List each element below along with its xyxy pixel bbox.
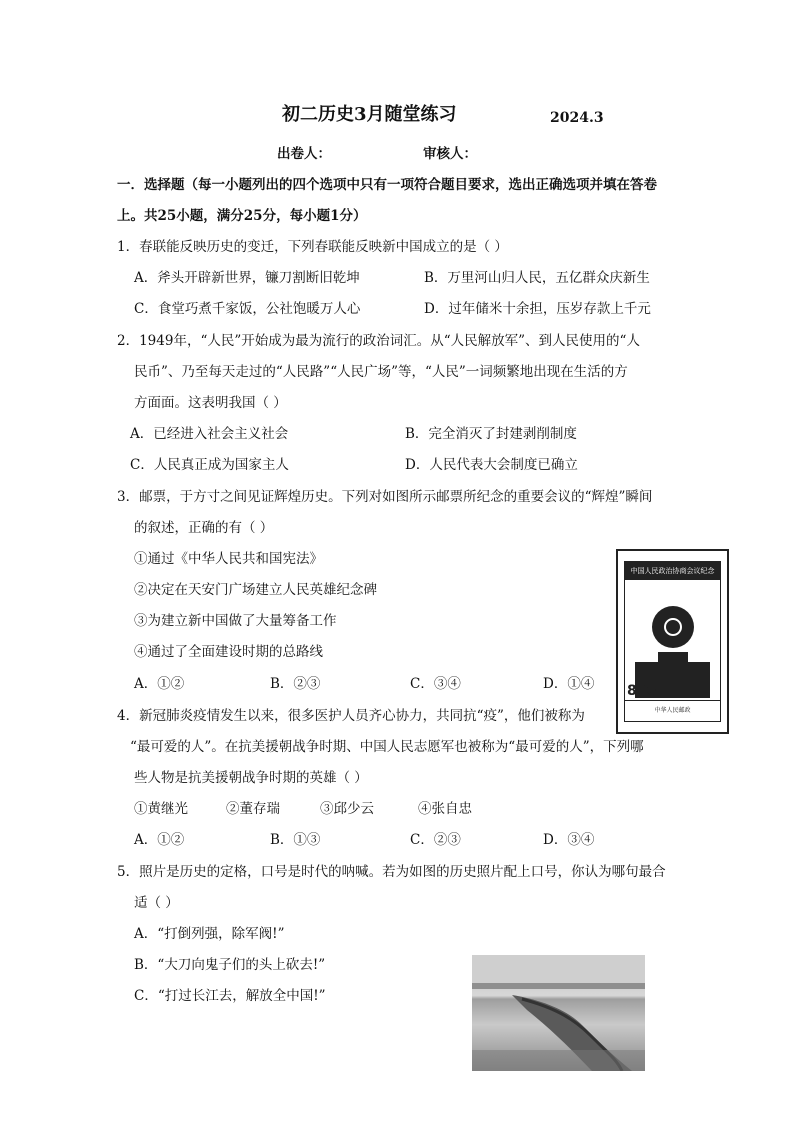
commemorative-stamp-image [616,549,729,734]
question-4-option-d: D．③④ [543,832,595,848]
question-1-option-c: C．食堂巧煮千家饭，公社饱暖万人心 [134,301,361,317]
question-2-line3: 方面面。这表明我国（ ） [134,395,287,411]
question-4-line2: “最可爱的人”。在抗美援朝战争时期、中国人民志愿军也被称为“最可爱的人”，下列哪 [130,739,644,755]
question-4-line1: 4．新冠肺炎疫情发生以来，很多医护人员齐心协力，共同抗“疫”，他们被称为 [117,708,585,724]
question-4-item3: ③邱少云 [320,801,374,817]
question-2-line1: 2．1949年，“人民”开始成为最为流行的政治词汇。从“人民解放军”、到人民使用的“人 [117,333,640,349]
question-3-item4: ④通过了全面建设时期的总路线 [134,644,323,660]
question-3-option-d: D．①④ [543,676,595,692]
question-4-line3: 些人物是抗美援朝战争时期的英雄（ ） [134,770,368,786]
question-2-option-b: B．完全消灭了封建剥削制度 [405,426,577,442]
question-3-line1: 3．邮票，于方寸之间见证辉煌历史。下列对如图所示邮票所纪念的重要会议的“辉煌”瞬间 [117,489,653,505]
question-1-option-a: A．斧头开辟新世界，镰刀割断旧乾坤 [134,270,360,286]
question-3-item3: ③为建立新中国做了大量筹备工作 [134,613,337,629]
question-4-option-a: A．①② [134,832,185,848]
question-3-option-c: C．③④ [410,676,461,692]
question-2-option-a: A．已经进入社会主义社会 [130,426,289,442]
stamp-top-text: 中国人民政治协商会议纪念 [625,562,720,580]
question-4-item1: ①黄继光 [134,801,188,817]
question-4-item4: ④张自忠 [418,801,472,817]
historical-photo-river-crossing [472,955,645,1071]
question-4-option-c: C．②③ [410,832,461,848]
exam-date: 2024.3 [550,110,604,126]
question-4-option-b: B．①③ [270,832,321,848]
question-3-item2: ②决定在天安门广场建立人民英雄纪念碑 [134,582,377,598]
question-3-option-a: A．①② [134,676,185,692]
page-title: 初二历史3月随堂练习 [282,104,457,125]
question-5-line1: 5．照片是历史的定格，口号是时代的呐喊。若为如图的历史照片配上口号，你认为哪句最合 [117,864,666,880]
section-heading-line2: 上。共25小题，满分25分，每小题1分） [117,208,367,224]
question-1-stem: 1．春联能反映历史的变迁，下列春联能反映新中国成立的是（ ） [117,239,508,255]
reviewer-label: 审核人： [423,146,477,162]
question-3-item1: ①通过《中华人民共和国宪法》 [134,551,323,567]
setter-label: 出卷人： [277,146,331,162]
boat-fleet-icon [472,955,645,1071]
question-5-option-c: C．“打过长江去，解放全中国!” [134,988,326,1004]
stamp-value: 800 [627,683,657,699]
question-5-option-b: B．“大刀向鬼子们的头上砍去!” [134,957,326,973]
question-2-line2: 民币”、乃至每天走过的“人民路”“人民广场”等，“人民”一词频繁地出现在生活的方 [134,364,628,380]
question-1-option-b: B．万里河山归人民，五亿群众庆新生 [424,270,650,286]
question-3-line2: 的叙述，正确的有（ ） [134,520,274,536]
question-2-option-d: D．人民代表大会制度已确立 [405,457,578,473]
question-5-option-a: A．“打倒列强，除军阀!” [134,926,285,942]
question-2-option-c: C．人民真正成为国家主人 [130,457,289,473]
question-5-line2: 适（ ） [134,895,179,911]
question-3-option-b: B．②③ [270,676,321,692]
question-1-option-d: D．过年储米十余担，压岁存款上千元 [424,301,651,317]
stamp-bottom-text: 中华人民邮政 [625,700,720,721]
section-heading-line1: 一．选择题（每一小题列出的四个选项中只有一项符合题目要求，选出正确选项并填在答卷 [117,177,657,193]
question-4-item2: ②董存瑞 [226,801,280,817]
national-emblem-icon [652,606,694,648]
